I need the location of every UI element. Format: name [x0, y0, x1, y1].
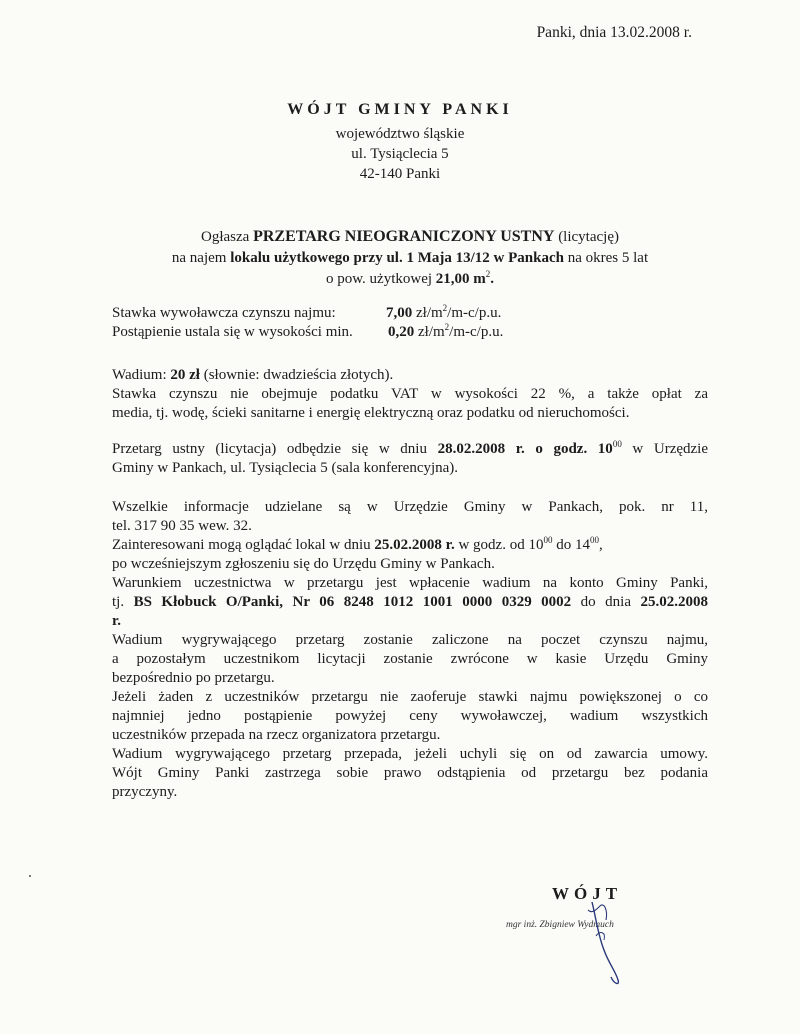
info-section	[112, 498, 708, 802]
info-line-2: tel. 317 90 35 wew. 32.	[112, 518, 252, 534]
auction-place-line: Gminy w Pankach, ul. Tysiąclecia 5 (sala konferencyjna).	[112, 460, 459, 476]
wadium-credit-1: Wadium wygrywającego przetarg zostanie zaliczone na poczet czynszu najmu,	[112, 632, 708, 648]
document-date: Panki, dnia 13.02.2008 r.	[536, 24, 692, 41]
forfeit-rule-2: najmniej jedno postąpienie powyżej ceny wywoławczej, wadium wszystkich	[112, 708, 708, 724]
letterhead	[200, 100, 600, 184]
bank-account-line-end: r.	[112, 613, 122, 629]
issuer-title: WÓJT GMINY PANKI	[287, 101, 513, 118]
rates-section	[112, 304, 708, 342]
reservation-2: przyczyny.	[112, 784, 178, 800]
wadium-credit-2: a pozostałym uczestnikom licytacji zostanie zwrócone w kasie Urzędu Gminy	[112, 651, 708, 667]
signature-block	[500, 880, 700, 990]
handwritten-signature	[500, 880, 700, 990]
vat-note-1: Stawka czynszu nie obejmuje podatku VAT w wysokości 22 %, a także opłat za	[112, 386, 708, 402]
issuer-region: województwo śląskie	[335, 126, 465, 142]
announcement-line-1: Ogłasza PRZETARG NIEOGRANICZONY USTNY (licytację)	[201, 228, 619, 245]
vat-note-2: media, tj. wodę, ścieki sanitarne i energię elektryczną oraz podatku od nieruchomości.	[112, 405, 630, 421]
announcement-line-3: o pow. użytkowej 21,00 $m^2$.	[325, 269, 495, 287]
winner-forfeit: Wadium wygrywającego przetarg przepada, jeżeli uchyli się on od zawarcia umowy.	[112, 746, 708, 762]
forfeit-rule-1: Jeżeli żaden z uczestników przetargu nie zaoferuje stawki najmu powiększonej o co	[112, 689, 708, 705]
auction-section	[112, 440, 708, 478]
reservation-1: Wójt Gminy Panki zastrzega sobie prawo odstąpienia od przetargu bez podania	[112, 765, 708, 781]
issuer-postcode: 42-140 Panki	[359, 166, 441, 182]
bid-increment: Postąpienie ustala się w wysokości min. 0,20 $zł/m^2/m-c/p.u$.	[112, 322, 504, 340]
wadium-section	[112, 366, 708, 423]
wadium-amount: Wadium: 20 zł (słownie: dwadzieścia złotych).	[112, 367, 394, 383]
viewing-line: Zainteresowani mogą oglądać lokal w dniu 25.02.2008 r. w godz. od $10^{00}$ do $14^{00}$,	[112, 535, 603, 553]
signature-name-stamp: mgr inż. Zbigniew Wydmuch	[506, 920, 614, 930]
issuer-street: ul. Tysiąclecia 5	[351, 146, 449, 162]
signature-title: WÓJT	[552, 884, 623, 903]
bank-account-line: tj. BS Kłobuck O/Panki, Nr 06 8248 1012 1001 0000 0329 0002 do dnia 25.02.2008	[112, 594, 708, 610]
starting-rate: Stawka wywoławcza czynszu najmu: 7,00 $zł/m^2/m-c/p.u$.	[112, 303, 502, 321]
participation-condition: Warunkiem uczestnictwa w przetargu jest wpłacenie wadium na konto Gminy Panki,	[112, 575, 708, 591]
scan-speck	[29, 875, 31, 877]
info-line-1: Wszelkie informacje udzielane są w Urzędzie Gminy w Pankach, pok. nr 11,	[112, 499, 708, 515]
wadium-credit-3: bezpośrednio po przetargu.	[112, 670, 275, 686]
forfeit-rule-3: uczestników przepada na rzecz organizatora przetargu.	[112, 727, 441, 743]
announcement-line-2: na najem lokalu użytkowego przy ul. 1 Maja 13/12 w Pankach na okres 5 lat	[171, 250, 649, 266]
announcement	[110, 226, 710, 290]
viewing-note: po wcześniejszym zgłoszeniu się do Urzędu Gminy w Pankach.	[112, 556, 495, 572]
auction-date-line: Przetarg ustny (licytacja) odbędzie się w dniu 28.02.2008 r. o godz. $10^{00}$ w Urzędzie	[112, 439, 708, 457]
